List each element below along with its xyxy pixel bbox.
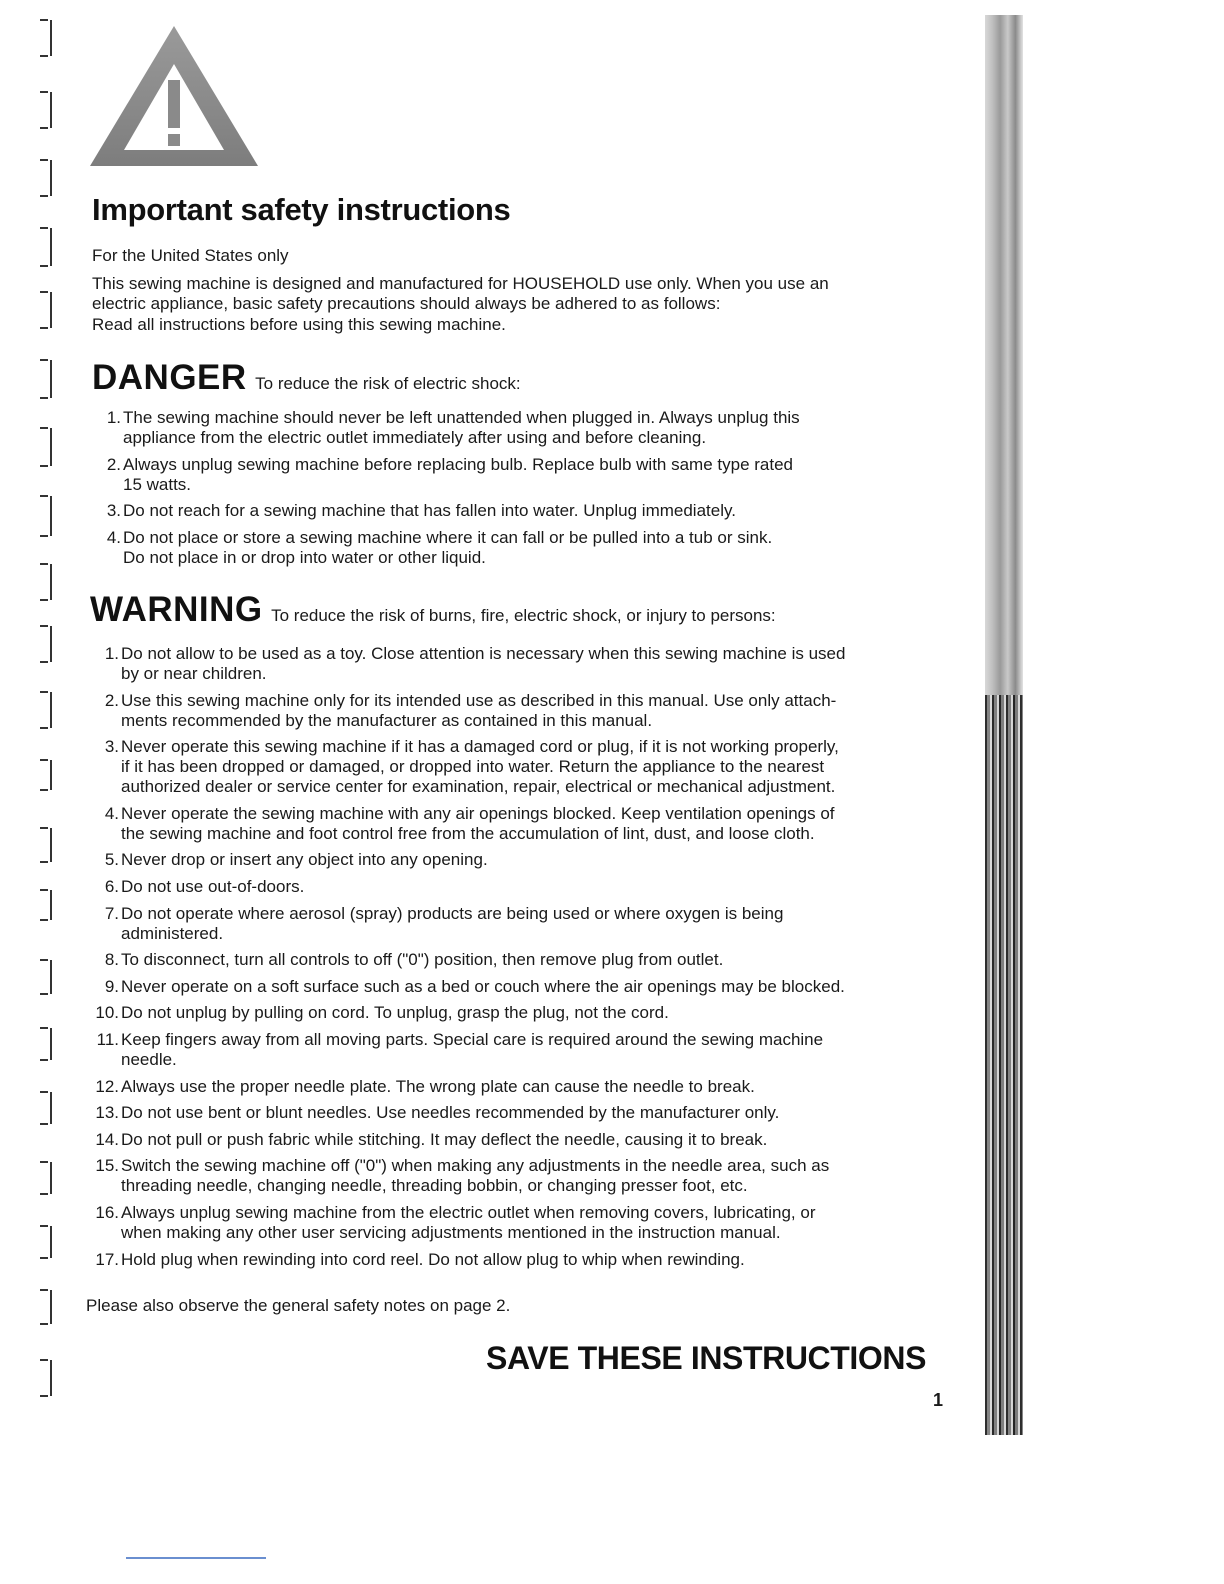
item-number: 11. [96,1029,119,1049]
list-item [94,977,944,997]
list-item [94,950,944,970]
item-number: 8. [104,950,119,970]
item-line: Do not place or store a sewing machine where it can fall or be pulled into a tub or sink. [123,527,773,547]
list-item [94,1156,944,1196]
item-number: 4. [104,803,119,823]
item-line: Never operate this sewing machine if it has a damaged cord or plug, if it is not working properly, [121,737,839,757]
item-number: 7. [104,903,119,923]
item-line: Do not use out-of-doors. [121,876,305,896]
item-number: 5. [104,850,119,870]
item-number: 2. [104,690,119,710]
warning-triangle-icon [88,22,260,170]
item-number: 1. [104,644,119,663]
item-line: Always unplug sewing machine from the electric outlet when removing covers, lubricating, or [121,1202,816,1222]
danger-subtitle: To reduce the risk of electric shock: [255,374,521,393]
binding-marks [28,20,68,1420]
item-line: Use this sewing machine only for its intended use as described in this manual. Use only attach- [121,690,837,710]
item-line: 15 watts. [123,474,192,494]
list-item [96,528,916,568]
item-line: administered. [121,923,224,943]
region-note: For the United States only [92,246,289,265]
intro-line: Read all instructions before using this sewing machine. [92,314,506,334]
save-instructions-heading: SAVE THESE INSTRUCTIONS [486,1340,927,1376]
item-number: 12. [95,1076,119,1096]
warning-label: WARNING [90,590,263,629]
item-line: The sewing machine should never be left unattended when plugged in. Always unplug this [123,408,800,427]
list-item [94,1103,944,1123]
item-number: 13. [95,1103,119,1123]
item-line: Hold plug when rewinding into cord reel. Do not allow plug to whip when rewinding. [121,1249,745,1269]
list-item [94,850,944,870]
item-line: Do not operate where aerosol (spray) products are being used or where oxygen is being [121,903,784,923]
list-item [94,1077,944,1097]
warning-subtitle: To reduce the risk of burns, fire, electric shock, or injury to persons: [271,606,776,625]
intro-block [92,246,952,335]
item-number: 3. [104,737,119,757]
danger-label: DANGER [92,358,247,397]
item-number: 6. [104,876,119,896]
danger-heading [92,358,521,398]
closing-note: Please also observe the general safety notes on page 2. [86,1296,511,1315]
list-item [94,737,944,797]
item-number: 4. [106,527,121,547]
scan-edge-strip [985,15,1023,1435]
item-line: ments recommended by the manufacturer as contained in this manual. [121,710,653,730]
item-number: 1. [106,408,121,427]
page-number: 1 [933,1390,944,1410]
item-line: Do not unplug by pulling on cord. To unplug, grasp the plug, not the cord. [121,1003,669,1023]
item-line: Never operate on a soft surface such as a bed or couch where the air openings may be blocked. [121,976,845,996]
item-line: Keep fingers away from all moving parts. Special care is required around the sewing machine [121,1029,824,1049]
list-item [96,501,916,521]
item-line: needle. [121,1049,177,1069]
warning-heading [90,590,776,630]
list-item [96,455,916,495]
warning-list [94,644,944,1276]
page-title: Important safety instructions [92,192,511,227]
item-line: threading needle, changing needle, threading bobbin, or changing presser foot, etc. [121,1176,748,1196]
list-item [94,1203,944,1243]
item-line: Do not place in or drop into water or other liquid. [123,547,486,567]
item-line: Switch the sewing machine off ("0") when making any adjustments in the needle area, such as [121,1156,830,1176]
item-number: 2. [106,454,121,474]
item-line: Never operate the sewing machine with any air openings blocked. Keep ventilation openings of [121,803,835,823]
item-number: 15. [95,1156,119,1176]
item-number: 3. [106,501,121,520]
intro-line: electric appliance, basic safety precautions should always be adhered to as follows: [92,294,721,313]
item-number: 16. [95,1202,119,1222]
list-item [94,1003,944,1023]
item-line: authorized dealer or service center for examination, repair, electrical or mechanical adjustment. [121,777,836,797]
item-line: Do not allow to be used as a toy. Close attention is necessary when this sewing machine is used [121,644,846,663]
list-item [94,691,944,731]
list-item [94,644,944,684]
item-line: when making any other user servicing adjustments mentioned in the instruction manual. [121,1222,781,1242]
list-item [94,904,944,944]
list-item [94,804,944,844]
bottom-rule [126,1557,266,1559]
list-item [94,1030,944,1070]
item-number: 17. [95,1249,119,1269]
item-line: Do not use bent or blunt needles. Use needles recommended by the manufacturer only. [121,1103,780,1123]
intro-line: This sewing machine is designed and manufactured for HOUSEHOLD use only. When you use an [92,273,829,293]
item-line: Never drop or insert any object into any opening. [121,850,488,870]
list-item [94,1250,944,1270]
item-line: by or near children. [121,664,267,683]
list-item [96,408,916,448]
item-line: Do not pull or push fabric while stitching. It may deflect the needle, causing it to break. [121,1129,768,1149]
item-line: Always use the proper needle plate. The wrong plate can cause the needle to break. [121,1076,755,1096]
item-line: Always unplug sewing machine before replacing bulb. Replace bulb with same type rated [123,454,793,474]
item-line: Do not reach for a sewing machine that has fallen into water. Unplug immediately. [123,501,736,520]
item-number: 10. [95,1003,119,1023]
danger-list [96,408,916,574]
item-line: the sewing machine and foot control free from the accumulation of lint, dust, and loose cloth. [121,823,815,843]
item-number: 9. [104,976,119,996]
item-line: To disconnect, turn all controls to off ("0") position, then remove plug from outlet. [121,950,724,970]
item-number: 14. [95,1129,119,1149]
item-line: appliance from the electric outlet immediately after using and before cleaning. [123,428,707,447]
list-item [94,877,944,897]
list-item [94,1130,944,1150]
item-line: if it has been dropped or damaged, or dropped into water. Return the appliance to the nearest [121,757,825,777]
